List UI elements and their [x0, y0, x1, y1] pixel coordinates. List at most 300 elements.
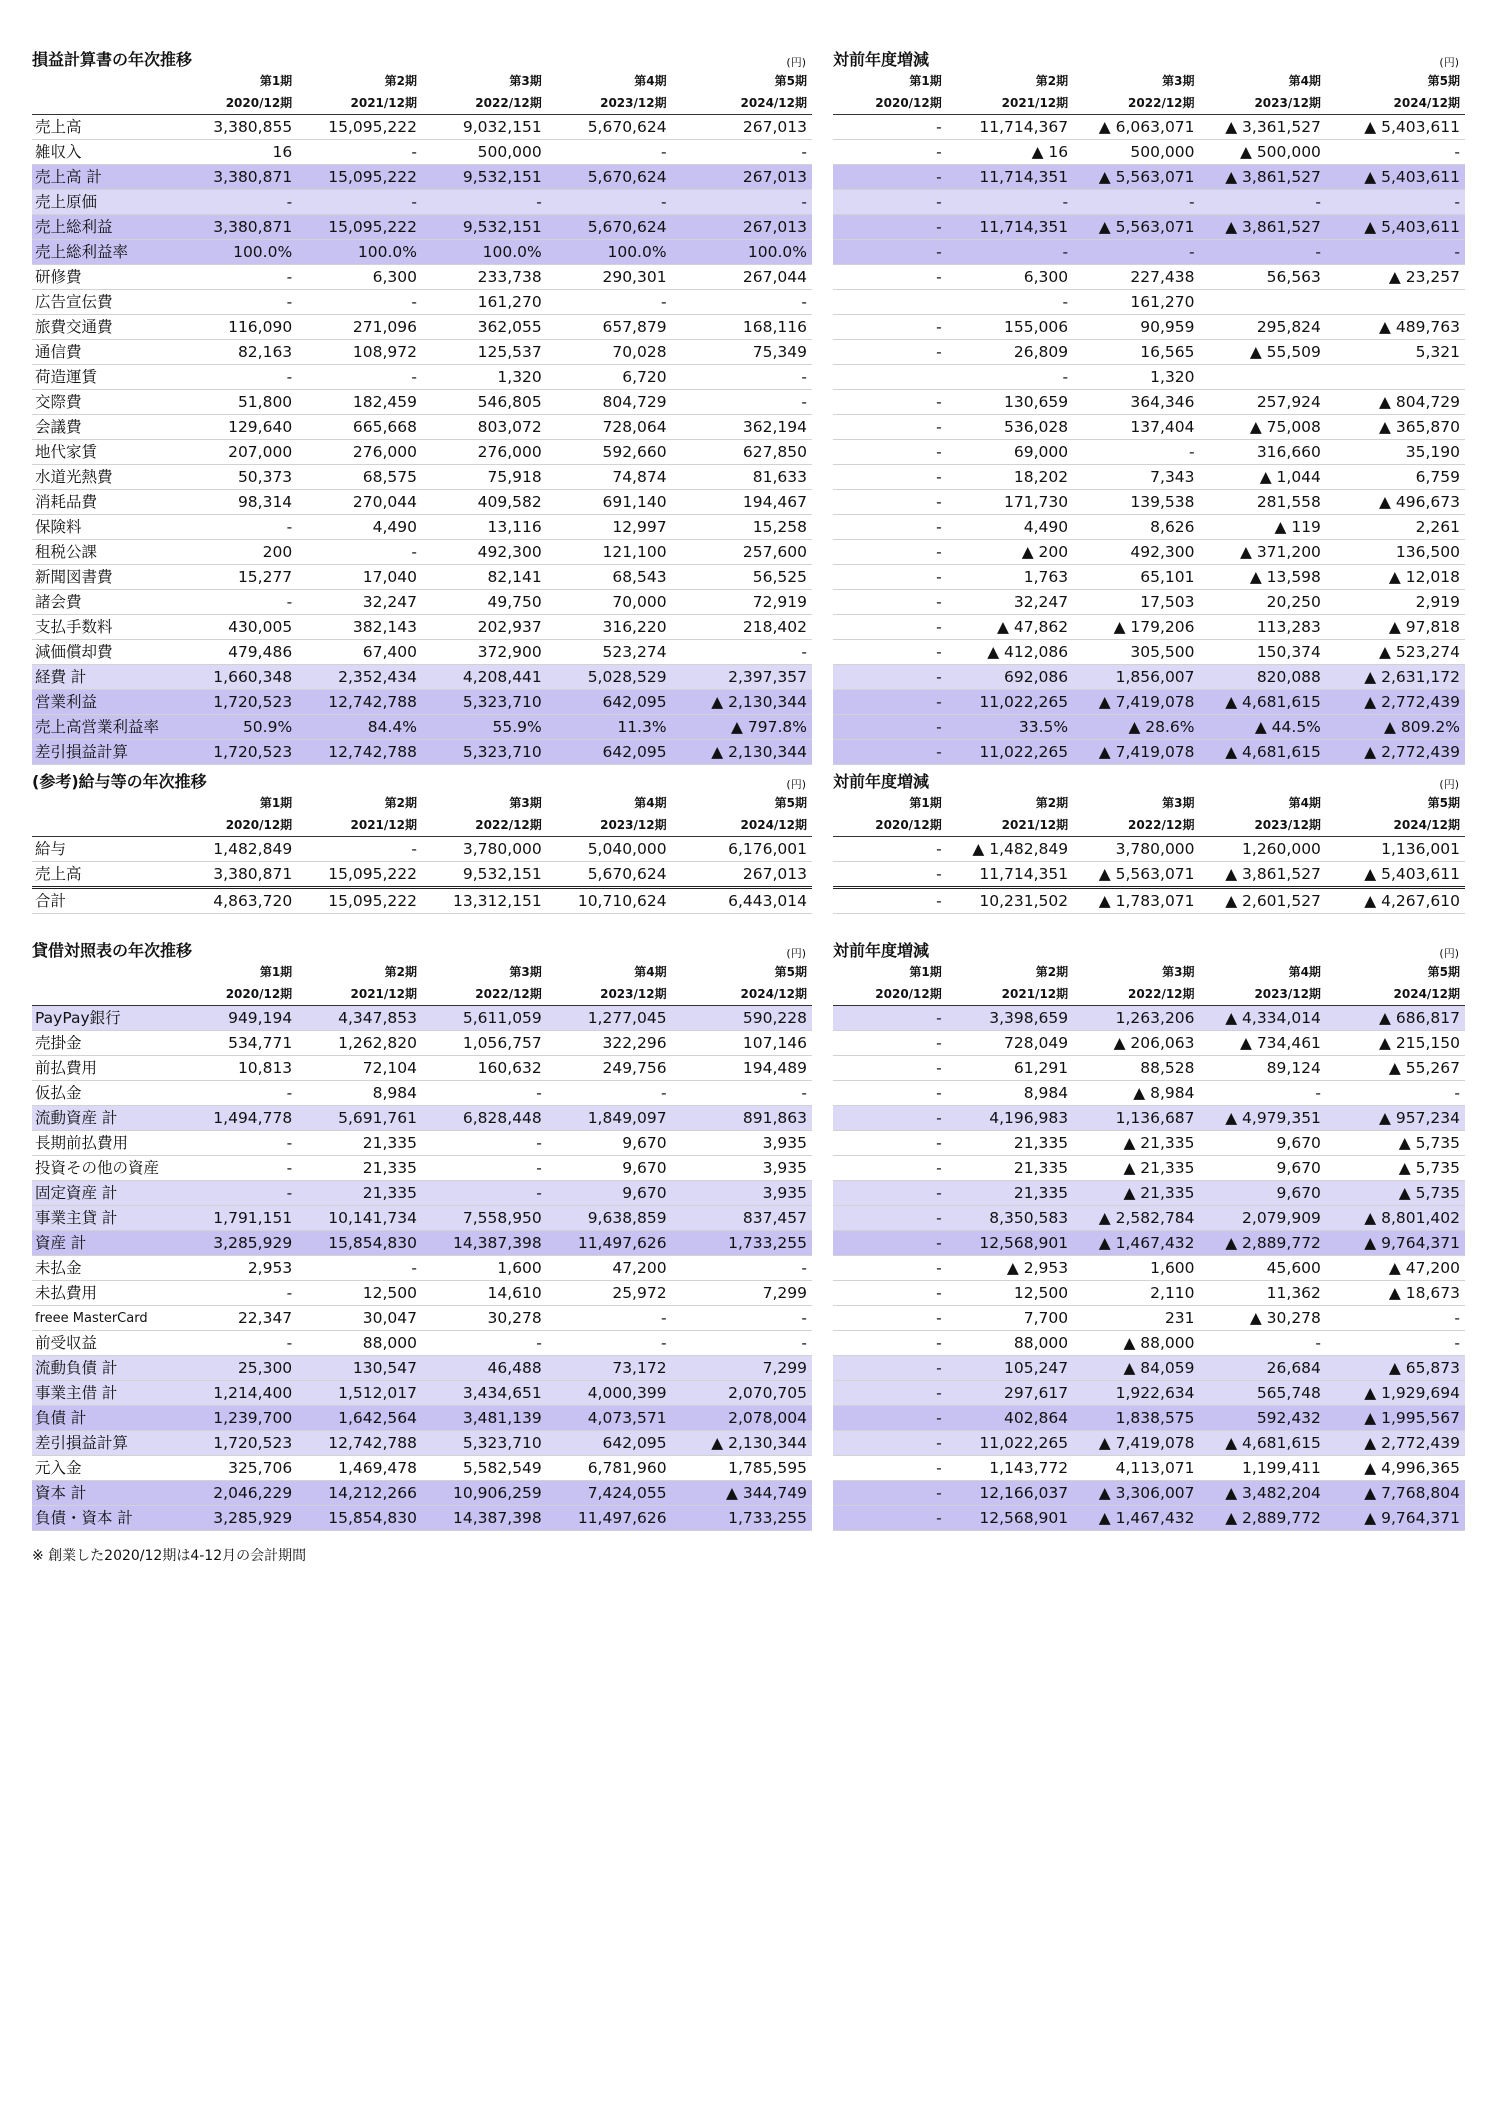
- diff-cell: 7,700: [947, 1306, 1073, 1331]
- diff-cell: 12,500: [947, 1281, 1073, 1306]
- diff-cell: -: [833, 140, 947, 165]
- table-row: [833, 265, 1465, 290]
- row-label: 売掛金: [32, 1031, 180, 1056]
- value-cell: -: [547, 190, 672, 215]
- value-cell: 479,486: [180, 640, 297, 665]
- value-cell: -: [672, 1306, 812, 1331]
- value-cell: 4,490: [297, 515, 422, 540]
- value-cell: 5,323,710: [422, 1431, 547, 1456]
- diff-cell: ▲ 1,482,849: [947, 837, 1073, 862]
- value-cell: ▲ 344,749: [672, 1481, 812, 1506]
- diff-cell: 137,404: [1073, 415, 1199, 440]
- date-header: 2024/12期: [1326, 814, 1465, 837]
- diff-cell: 8,350,583: [947, 1206, 1073, 1231]
- diff-cell: 11,022,265: [947, 740, 1073, 765]
- period-header-row: [32, 961, 812, 983]
- footnote: ※ 創業した2020/12期は4-12月の会計期間: [32, 1548, 307, 1564]
- value-cell: 168,116: [672, 315, 812, 340]
- value-cell: 194,467: [672, 490, 812, 515]
- value-cell: 194,489: [672, 1056, 812, 1081]
- value-cell: 100.0%: [180, 240, 297, 265]
- value-cell: ▲ 2,130,344: [672, 690, 812, 715]
- value-cell: 202,937: [422, 615, 547, 640]
- table-row: [833, 1481, 1465, 1506]
- table-row: [32, 365, 812, 390]
- table-row: [32, 1081, 812, 1106]
- value-cell: 267,013: [672, 215, 812, 240]
- value-cell: -: [422, 1156, 547, 1181]
- date-header: 2021/12期: [947, 814, 1073, 837]
- value-cell: 72,919: [672, 590, 812, 615]
- diff-cell: 26,809: [947, 340, 1073, 365]
- table-row: [833, 1431, 1465, 1456]
- diff-cell: 16,565: [1073, 340, 1199, 365]
- diff-cell: ▲ 3,861,527: [1200, 862, 1326, 888]
- table-row: [833, 190, 1465, 215]
- diff-cell: ▲ 55,267: [1326, 1056, 1465, 1081]
- diff-cell: ▲ 8,984: [1073, 1081, 1199, 1106]
- period-header: 第3期: [1162, 965, 1195, 979]
- row-label: freee MasterCard: [32, 1306, 180, 1331]
- value-cell: -: [297, 540, 422, 565]
- row-label: 消耗品費: [32, 490, 180, 515]
- date-header: 2021/12期: [297, 92, 422, 115]
- value-cell: 107,146: [672, 1031, 812, 1056]
- value-cell: 10,813: [180, 1056, 297, 1081]
- period-header-row: [32, 70, 812, 92]
- row-label: 広告宣伝費: [32, 290, 180, 315]
- table-row: [833, 365, 1465, 390]
- value-cell: 12,500: [297, 1281, 422, 1306]
- value-cell: 1,469,478: [297, 1456, 422, 1481]
- value-cell: 10,906,259: [422, 1481, 547, 1506]
- diff-cell: -: [947, 290, 1073, 315]
- period-header: 第5期: [1427, 965, 1460, 979]
- row-label: 旅費交通費: [32, 315, 180, 340]
- value-cell: 267,013: [672, 165, 812, 190]
- diff-cell: 21,335: [947, 1181, 1073, 1206]
- value-cell: 271,096: [297, 315, 422, 340]
- value-cell: -: [672, 1331, 812, 1356]
- period-header: 第2期: [1035, 965, 1069, 979]
- table-row: [32, 1331, 812, 1356]
- table-row: [833, 390, 1465, 415]
- diff-cell: ▲ 2,772,439: [1326, 740, 1465, 765]
- value-cell: 21,335: [297, 1181, 422, 1206]
- diff-cell: 65,101: [1073, 565, 1199, 590]
- diff-cell: -: [833, 615, 947, 640]
- value-cell: 3,481,139: [422, 1406, 547, 1431]
- value-cell: 2,070,705: [672, 1381, 812, 1406]
- diff-cell: -: [833, 1231, 947, 1256]
- value-cell: 3,434,651: [422, 1381, 547, 1406]
- panel-title-row: [32, 937, 812, 961]
- value-cell: -: [422, 1181, 547, 1206]
- value-cell: 3,285,929: [180, 1231, 297, 1256]
- value-cell: ▲ 797.8%: [672, 715, 812, 740]
- value-cell: 50.9%: [180, 715, 297, 740]
- diff-cell: -: [1326, 1306, 1465, 1331]
- diff-cell: -: [947, 240, 1073, 265]
- diff-cell: 1,922,634: [1073, 1381, 1199, 1406]
- value-cell: 3,380,871: [180, 165, 297, 190]
- table-row: [833, 515, 1465, 540]
- diff-cell: 316,660: [1200, 440, 1326, 465]
- row-label: 諸会費: [32, 590, 180, 615]
- diff-cell: -: [947, 365, 1073, 390]
- diff-cell: -: [1326, 1081, 1465, 1106]
- diff-cell: ▲ 365,870: [1326, 415, 1465, 440]
- value-cell: -: [547, 1306, 672, 1331]
- table-row: [833, 715, 1465, 740]
- salary-diff-panel: [833, 768, 1465, 914]
- diff-cell: -: [1073, 240, 1199, 265]
- diff-cell: ▲ 5,563,071: [1073, 862, 1199, 888]
- table-row: [32, 1481, 812, 1506]
- table-row: [32, 465, 812, 490]
- table-row: [833, 837, 1465, 862]
- diff-cell: -: [833, 1181, 947, 1206]
- table-row: [833, 140, 1465, 165]
- period-header: 第2期: [384, 965, 417, 979]
- diff-cell: 4,490: [947, 515, 1073, 540]
- value-cell: 68,575: [297, 465, 422, 490]
- table-row: [833, 665, 1465, 690]
- diff-cell: ▲ 2,772,439: [1326, 1431, 1465, 1456]
- diff-cell: -: [1200, 190, 1326, 215]
- table-row: [32, 190, 812, 215]
- table-row: [32, 215, 812, 240]
- table-row: [32, 165, 812, 190]
- diff-cell: 2,261: [1326, 515, 1465, 540]
- value-cell: 50,373: [180, 465, 297, 490]
- date-header: 2024/12期: [672, 814, 812, 837]
- date-header: 2023/12期: [1200, 814, 1326, 837]
- value-cell: -: [422, 1081, 547, 1106]
- diff-cell: 35,190: [1326, 440, 1465, 465]
- row-label: 研修費: [32, 265, 180, 290]
- diff-cell: -: [833, 1256, 947, 1281]
- header-spacer: [32, 792, 180, 814]
- diff-cell: ▲ 496,673: [1326, 490, 1465, 515]
- diff-cell: ▲ 47,200: [1326, 1256, 1465, 1281]
- value-cell: 5,040,000: [547, 837, 672, 862]
- value-cell: 949,194: [180, 1006, 297, 1031]
- value-cell: 5,670,624: [547, 165, 672, 190]
- value-cell: 15,854,830: [297, 1231, 422, 1256]
- period-header: 第3期: [509, 965, 542, 979]
- period-header: 第5期: [1427, 74, 1460, 88]
- period-header-row: [32, 792, 812, 814]
- table-row: [833, 1156, 1465, 1181]
- diff-cell: ▲ 4,996,365: [1326, 1456, 1465, 1481]
- value-cell: 68,543: [547, 565, 672, 590]
- value-cell: -: [180, 1281, 297, 1306]
- table-row: [32, 837, 812, 862]
- value-cell: 837,457: [672, 1206, 812, 1231]
- table-row: [833, 1006, 1465, 1031]
- table-row: [32, 1431, 812, 1456]
- diff-cell: 11,714,351: [947, 215, 1073, 240]
- value-cell: 21,335: [297, 1156, 422, 1181]
- table-row: [833, 565, 1465, 590]
- period-header: 第3期: [509, 796, 542, 810]
- data-table: [32, 70, 812, 765]
- value-cell: 1,720,523: [180, 740, 297, 765]
- value-cell: 5,670,624: [547, 115, 672, 140]
- value-cell: 15,854,830: [297, 1506, 422, 1531]
- diff-cell: -: [833, 1506, 947, 1531]
- value-cell: 130,547: [297, 1356, 422, 1381]
- value-cell: 325,706: [180, 1456, 297, 1481]
- value-cell: 4,863,720: [180, 888, 297, 914]
- value-cell: 116,090: [180, 315, 297, 340]
- value-cell: 218,402: [672, 615, 812, 640]
- row-label: 売上総利益: [32, 215, 180, 240]
- date-header: 2020/12期: [180, 814, 297, 837]
- date-header-row: [833, 92, 1465, 115]
- value-cell: -: [547, 1081, 672, 1106]
- date-header: 2020/12期: [833, 814, 947, 837]
- value-cell: 12,742,788: [297, 740, 422, 765]
- value-cell: -: [180, 1181, 297, 1206]
- diff-cell: ▲ 12,018: [1326, 565, 1465, 590]
- value-cell: 592,660: [547, 440, 672, 465]
- diff-cell: -: [1200, 1331, 1326, 1356]
- table-row: [32, 490, 812, 515]
- table-row: [833, 290, 1465, 315]
- row-label: 減価償却費: [32, 640, 180, 665]
- period-header: 第4期: [634, 965, 667, 979]
- section-title: 損益計算書の年次推移: [32, 50, 193, 69]
- value-cell: 14,212,266: [297, 1481, 422, 1506]
- value-cell: 72,104: [297, 1056, 422, 1081]
- diff-cell: 11,022,265: [947, 1431, 1073, 1456]
- diff-cell: ▲ 21,335: [1073, 1181, 1199, 1206]
- value-cell: 88,000: [297, 1331, 422, 1356]
- table-row: [833, 740, 1465, 765]
- value-cell: 523,274: [547, 640, 672, 665]
- diff-cell: ▲ 371,200: [1200, 540, 1326, 565]
- diff-cell: ▲ 7,419,078: [1073, 690, 1199, 715]
- diff-cell: [1200, 290, 1326, 315]
- diff-cell: ▲ 5,403,611: [1326, 165, 1465, 190]
- value-cell: 161,270: [422, 290, 547, 315]
- date-header: 2021/12期: [297, 814, 422, 837]
- table-row: [833, 1056, 1465, 1081]
- diff-cell: -: [1200, 240, 1326, 265]
- diff-cell: 90,959: [1073, 315, 1199, 340]
- section-title: 対前年度増減: [833, 50, 930, 69]
- diff-cell: -: [833, 265, 947, 290]
- value-cell: 267,013: [672, 115, 812, 140]
- section-title: (参考)給与等の年次推移: [32, 772, 207, 791]
- diff-cell: ▲ 1,467,432: [1073, 1506, 1199, 1531]
- value-cell: 1,277,045: [547, 1006, 672, 1031]
- period-header: 第5期: [774, 965, 807, 979]
- table-row: [32, 290, 812, 315]
- diff-cell: ▲ 3,306,007: [1073, 1481, 1199, 1506]
- value-cell: 100.0%: [672, 240, 812, 265]
- table-row: [833, 115, 1465, 140]
- value-cell: 657,879: [547, 315, 672, 340]
- section-title: 対前年度増減: [833, 772, 930, 791]
- period-header: 第3期: [1162, 74, 1195, 88]
- value-cell: 67,400: [297, 640, 422, 665]
- period-header: 第2期: [384, 796, 417, 810]
- value-cell: -: [672, 290, 812, 315]
- value-cell: 382,143: [297, 615, 422, 640]
- row-label: 売上高 計: [32, 165, 180, 190]
- table-row: [32, 1356, 812, 1381]
- diff-cell: -: [833, 1331, 947, 1356]
- value-cell: 9,532,151: [422, 165, 547, 190]
- value-cell: 257,600: [672, 540, 812, 565]
- value-cell: 9,532,151: [422, 862, 547, 888]
- table-row: [833, 1506, 1465, 1531]
- value-cell: 3,380,855: [180, 115, 297, 140]
- value-cell: 627,850: [672, 440, 812, 465]
- table-row: [32, 1106, 812, 1131]
- diff-cell: -: [833, 740, 947, 765]
- diff-cell: ▲ 18,673: [1326, 1281, 1465, 1306]
- period-header: 第4期: [1288, 796, 1321, 810]
- diff-cell: 113,283: [1200, 615, 1326, 640]
- diff-cell: ▲ 179,206: [1073, 615, 1199, 640]
- diff-cell: ▲ 5,735: [1326, 1156, 1465, 1181]
- date-header-row: [833, 983, 1465, 1006]
- diff-cell: -: [833, 1306, 947, 1331]
- date-header: 2021/12期: [947, 983, 1073, 1006]
- table-row: [32, 1231, 812, 1256]
- table-row: [833, 615, 1465, 640]
- table-row: [32, 590, 812, 615]
- value-cell: 546,805: [422, 390, 547, 415]
- diff-cell: 500,000: [1073, 140, 1199, 165]
- diff-cell: ▲ 16: [947, 140, 1073, 165]
- value-cell: 160,632: [422, 1056, 547, 1081]
- table-row: [32, 1156, 812, 1181]
- value-cell: 1,785,595: [672, 1456, 812, 1481]
- unit-label: (円): [1439, 56, 1459, 69]
- diff-cell: ▲ 21,335: [1073, 1131, 1199, 1156]
- table-row: [833, 1131, 1465, 1156]
- diff-cell: 1,136,687: [1073, 1106, 1199, 1131]
- diff-cell: ▲ 6,063,071: [1073, 115, 1199, 140]
- diff-cell: 536,028: [947, 415, 1073, 440]
- value-cell: 15,095,222: [297, 165, 422, 190]
- diff-cell: ▲ 5,403,611: [1326, 862, 1465, 888]
- diff-cell: 295,824: [1200, 315, 1326, 340]
- diff-cell: 9,670: [1200, 1156, 1326, 1181]
- value-cell: 129,640: [180, 415, 297, 440]
- value-cell: 1,320: [422, 365, 547, 390]
- date-header: 2023/12期: [547, 814, 672, 837]
- row-label: 売上高営業利益率: [32, 715, 180, 740]
- date-header: 2022/12期: [422, 983, 547, 1006]
- diff-cell: 150,374: [1200, 640, 1326, 665]
- diff-cell: -: [833, 515, 947, 540]
- value-cell: 1,733,255: [672, 1506, 812, 1531]
- diff-cell: 61,291: [947, 1056, 1073, 1081]
- value-cell: 267,013: [672, 862, 812, 888]
- date-header-row: [32, 92, 812, 115]
- row-label: 長期前払費用: [32, 1131, 180, 1156]
- data-table: [32, 961, 812, 1531]
- value-cell: ▲ 2,130,344: [672, 740, 812, 765]
- diff-cell: -: [833, 1431, 947, 1456]
- table-row: [32, 1056, 812, 1081]
- period-header: 第4期: [1288, 965, 1321, 979]
- value-cell: 1,262,820: [297, 1031, 422, 1056]
- table-row: [32, 515, 812, 540]
- value-cell: 73,172: [547, 1356, 672, 1381]
- period-header: 第1期: [259, 965, 293, 979]
- diff-cell: -: [833, 862, 947, 888]
- value-cell: 55.9%: [422, 715, 547, 740]
- value-cell: 362,055: [422, 315, 547, 340]
- panel-title-row: [32, 46, 812, 70]
- table-row: [32, 1506, 812, 1531]
- value-cell: 4,073,571: [547, 1406, 672, 1431]
- value-cell: 665,668: [297, 415, 422, 440]
- value-cell: -: [547, 140, 672, 165]
- value-cell: -: [180, 365, 297, 390]
- value-cell: 11,497,626: [547, 1231, 672, 1256]
- diff-cell: 8,984: [947, 1081, 1073, 1106]
- date-header: 2022/12期: [1073, 983, 1199, 1006]
- table-row: [32, 1456, 812, 1481]
- value-cell: 9,638,859: [547, 1206, 672, 1231]
- table-row: [32, 740, 812, 765]
- value-cell: -: [180, 190, 297, 215]
- date-header: 2022/12期: [1073, 814, 1199, 837]
- row-label: 通信費: [32, 340, 180, 365]
- value-cell: 7,299: [672, 1281, 812, 1306]
- unit-label: (円): [786, 778, 806, 791]
- value-cell: 276,000: [422, 440, 547, 465]
- value-cell: 590,228: [672, 1006, 812, 1031]
- table-row: [833, 1256, 1465, 1281]
- diff-cell: 32,247: [947, 590, 1073, 615]
- diff-cell: ▲ 1,467,432: [1073, 1231, 1199, 1256]
- value-cell: 121,100: [547, 540, 672, 565]
- period-header-row: [833, 70, 1465, 92]
- diff-cell: ▲ 5,403,611: [1326, 115, 1465, 140]
- diff-cell: 492,300: [1073, 540, 1199, 565]
- value-cell: 1,849,097: [547, 1106, 672, 1131]
- value-cell: 3,935: [672, 1131, 812, 1156]
- date-header: 2024/12期: [672, 983, 812, 1006]
- value-cell: 691,140: [547, 490, 672, 515]
- value-cell: 1,720,523: [180, 690, 297, 715]
- value-cell: 290,301: [547, 265, 672, 290]
- date-header: 2024/12期: [1326, 983, 1465, 1006]
- value-cell: 5,611,059: [422, 1006, 547, 1031]
- table-row: [32, 1306, 812, 1331]
- diff-cell: -: [833, 540, 947, 565]
- diff-cell: 105,247: [947, 1356, 1073, 1381]
- value-cell: 2,352,434: [297, 665, 422, 690]
- value-cell: 200: [180, 540, 297, 565]
- value-cell: 32,247: [297, 590, 422, 615]
- row-label: 経費 計: [32, 665, 180, 690]
- row-label: 売上原価: [32, 190, 180, 215]
- value-cell: 5,028,529: [547, 665, 672, 690]
- diff-cell: ▲ 5,563,071: [1073, 165, 1199, 190]
- period-header-row: [833, 961, 1465, 983]
- diff-cell: ▲ 1,995,567: [1326, 1406, 1465, 1431]
